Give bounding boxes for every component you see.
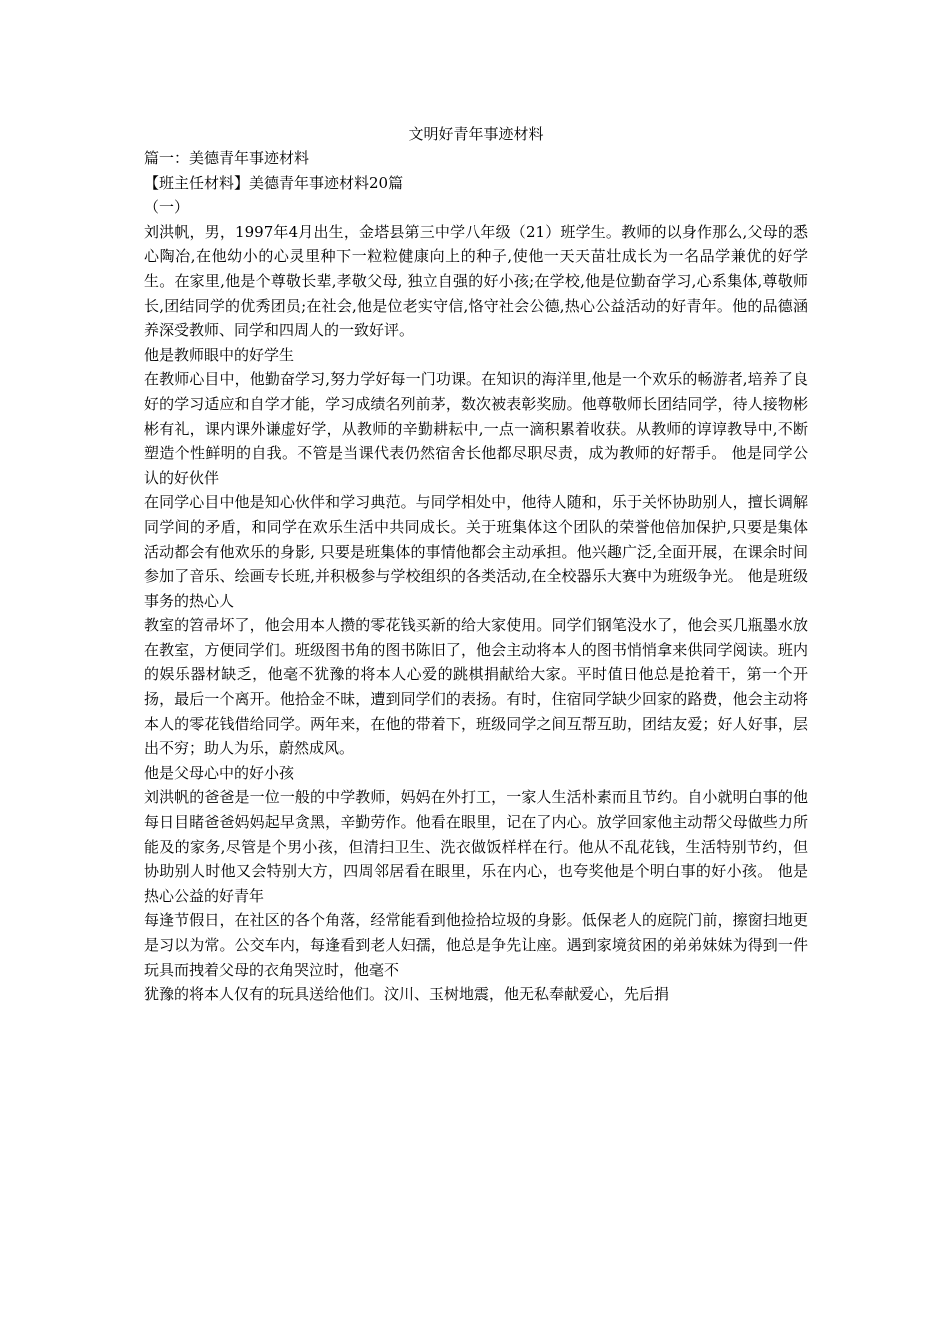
subsection-heading: 【班主任材料】美德青年事迹材料20篇 [144,173,404,192]
section-number: （一） [144,198,190,217]
section-heading: 篇一：美德青年事迹材料 [144,149,310,167]
paragraph-parents: 刘洪帆的爸爸是一位一般的中学教师，妈妈在外打工，一家人生活朴素而且节约。自小就明白事的他每日目睹爸爸妈妈起早贪黑，辛勤劳作。他看在眼里，记在了内心。放学回家他主动帮父母做些力所能及的家务,尽管是个男小孩，但清扫卫生、洗衣做饭样样在行。他从不乱花钱，生活特别节约，但协助别人时他又会特别大方，四周邻居看在眼里，乐在内心，也夸奖他是个明白事的好小孩。 他是热心公益的好青年 [144,788,808,905]
paragraph-intro: 刘洪帆，男，1997年4月出生，金塔县第三中学八年级（21）班学生。教师的以身作那么,父母的悉心陶冶,在他幼小的心灵里种下一粒粒健康向上的种子,使他一天天苗壮成长为一名品学兼优的好学生。在家里,他是个尊敬长辈,孝敬父母, 独立自强的好小孩;在学校,他是位勤奋学习,心系集体,尊敬师长,团结同学的优秀团员;在社会,他是位老实守信,恪守社会公德,热心公益活动的好青年。他的品德涵养深受教师、同学和四周人的一致好评。 [144,222,808,340]
paragraph-heading-parents: 他是父母心中的好小孩 [144,763,295,782]
paragraph-heading-teacher: 他是教师眼中的好学生 [144,345,295,364]
paragraph-classmates: 在同学心目中他是知心伙伴和学习典范。与同学相处中，他待人随和，乐于关怀协助别人，擅长调解同学间的矛盾，和同学在欢乐生活中共同成长。关于班集体这个团队的荣誉他倍加保护,只要是集体活动都会有他欢乐的身影, 只要是班集体的事情他都会主动承担。他兴趣广泛,全面开展，在课余时间参加了音乐、绘画专长班,并积极参与学校组织的各类活动,在全校器乐大赛中为班级争光。 他是班级事务的热心人 [144,493,808,610]
paragraph-continuation: 犹豫的将本人仅有的玩具送给他们。汶川、玉树地震，他无私奉献爱心，先后捐 [144,985,670,1004]
paragraph-class-affairs: 教室的笤帚坏了，他会用本人攒的零花钱买新的给大家使用。同学们钢笔没水了，他会买几瓶墨水放在教室，方便同学们。班级图书角的图书陈旧了，他会主动将本人的图书悄悄拿来供同学阅读。班内的娱乐器材缺乏，他毫不犹豫的将本人心爱的跳棋捐献给大家。平时值日他总是抢着干，第一个开扬，最后一个离开。他拾金不昧，遭到同学们的表扬。有时，住宿同学缺少回家的路费，他会主动将本人的零花钱借给同学。两年来，在他的带着下，班级同学之间互帮互助，团结友爱；好人好事，层出不穷；助人为乐，蔚然成风。 [144,616,808,758]
paragraph-public-welfare: 每逢节假日，在社区的各个角落，经常能看到他捡拾垃圾的身影。低保老人的庭院门前，擦窗扫地更是习以为常。公交车内，每逢看到老人妇孺，他总是争先让座。遇到家境贫困的弟弟妹妹为得到一件玩具而拽着父母的衣角哭泣时，他毫不 [144,911,808,979]
document-title: 文明好青年事迹材料 [408,125,544,143]
paragraph-teacher: 在教师心目中，他勤奋学习,努力学好每一门功课。在知识的海洋里,他是一个欢乐的畅游者,培养了良好的学习适应和自学才能，学习成绩名列前茅，数次被表彰奖励。他尊敬师长团结同学，待人接物彬彬有礼，课内课外谦虚好学，从教师的辛勤耕耘中,一点一滴积累着收获。从教师的谆谆教导中,不断塑造个性鲜明的自我。不管是当课代表仍然宿舍长他都尽职尽责，成为教师的好帮手。 他是同学公认的好伙伴 [144,370,808,487]
document-body [144,122,808,1007]
